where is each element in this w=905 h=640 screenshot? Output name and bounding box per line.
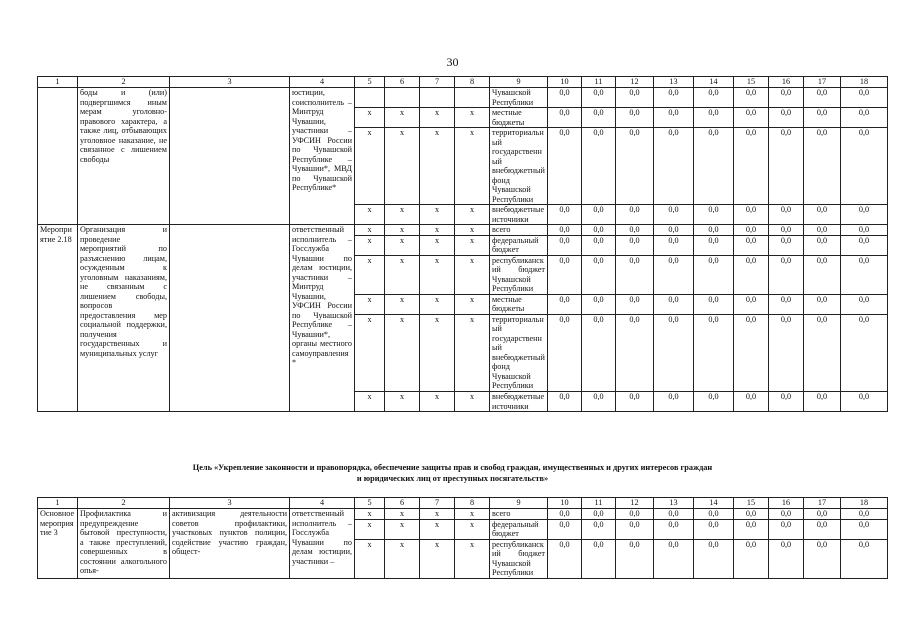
funding-source: внебюджетные источники <box>490 205 548 225</box>
x-mark-cell: x <box>385 539 420 578</box>
x-mark-cell: x <box>455 128 490 205</box>
x-mark-cell: x <box>420 205 455 225</box>
amount-cell: 0,0 <box>616 205 654 225</box>
amount-cell: 0,0 <box>654 205 694 225</box>
amount-cell: 0,0 <box>694 225 734 236</box>
funding-source: всего <box>490 509 548 520</box>
header-cell: 6 <box>385 498 420 509</box>
expected-result <box>170 225 290 412</box>
amount-cell: 0,0 <box>804 391 841 411</box>
amount-cell: 0,0 <box>694 391 734 411</box>
x-mark-cell: x <box>355 519 385 539</box>
amount-cell: 0,0 <box>841 205 888 225</box>
x-mark-cell: x <box>455 391 490 411</box>
x-mark-cell: x <box>420 509 455 520</box>
amount-cell: 0,0 <box>841 509 888 520</box>
goal-line-2: и юридических лиц от преступных посягательств» <box>356 473 549 483</box>
x-mark-cell: x <box>455 255 490 294</box>
amount-cell: 0,0 <box>694 294 734 314</box>
x-mark-cell <box>455 88 490 108</box>
amount-cell: 0,0 <box>694 128 734 205</box>
amount-cell: 0,0 <box>694 235 734 255</box>
amount-cell: 0,0 <box>582 108 616 128</box>
amount-cell: 0,0 <box>734 225 769 236</box>
amount-cell: 0,0 <box>694 519 734 539</box>
goal-line-1: Цель «Укрепление законности и правопорядка, обеспечение защиты прав и свобод граждан, имущественных и других интересов граждан <box>192 463 713 472</box>
header-cell: 9 <box>490 77 548 88</box>
amount-cell: 0,0 <box>804 205 841 225</box>
amount-cell: 0,0 <box>548 235 582 255</box>
amount-cell: 0,0 <box>841 391 888 411</box>
header-cell: 3 <box>170 498 290 509</box>
header-cell: 10 <box>548 498 582 509</box>
funding-source: республиканский бюджет Чувашской Республики <box>490 539 548 578</box>
amount-cell: 0,0 <box>734 391 769 411</box>
header-cell: 4 <box>290 77 355 88</box>
header-cell: 8 <box>455 77 490 88</box>
amount-cell: 0,0 <box>769 314 804 391</box>
amount-cell: 0,0 <box>694 255 734 294</box>
x-mark-cell: x <box>455 314 490 391</box>
header-cell: 18 <box>841 498 888 509</box>
amount-cell: 0,0 <box>582 205 616 225</box>
event-number: Мероприятие 2.18 <box>38 225 78 412</box>
header-cell: 2 <box>78 498 170 509</box>
amount-cell: 0,0 <box>804 128 841 205</box>
event-name: Профилактика и предупреждение бытовой преступности, а также преступлений, совершенных в состоянии алкогольного опья- <box>78 509 170 579</box>
amount-cell: 0,0 <box>804 225 841 236</box>
amount-cell: 0,0 <box>548 314 582 391</box>
amount-cell: 0,0 <box>616 509 654 520</box>
x-mark-cell: x <box>355 108 385 128</box>
amount-cell: 0,0 <box>548 255 582 294</box>
amount-cell: 0,0 <box>654 235 694 255</box>
amount-cell: 0,0 <box>582 539 616 578</box>
amount-cell: 0,0 <box>582 255 616 294</box>
amount-cell: 0,0 <box>616 391 654 411</box>
amount-cell: 0,0 <box>769 205 804 225</box>
expected-result: активизация деятельности советов профилактики, участковых пунктов полиции, содействие участию граждан, общест- <box>170 509 290 579</box>
amount-cell: 0,0 <box>841 294 888 314</box>
amount-cell: 0,0 <box>548 509 582 520</box>
header-row <box>38 498 888 509</box>
amount-cell: 0,0 <box>804 539 841 578</box>
x-mark-cell: x <box>420 225 455 236</box>
header-cell: 17 <box>804 498 841 509</box>
amount-cell: 0,0 <box>804 108 841 128</box>
x-mark-cell: x <box>355 314 385 391</box>
header-cell: 14 <box>694 77 734 88</box>
x-mark-cell: x <box>420 255 455 294</box>
amount-cell: 0,0 <box>841 88 888 108</box>
amount-cell: 0,0 <box>582 225 616 236</box>
executors: ответственный исполнитель – Госслужба Чувашии по делам юстиции, участники – Минтруд Чувашии, УФСИН России по Чувашской Республике – Чувашии*, органы местного самоуправления* <box>290 225 355 412</box>
amount-cell: 0,0 <box>654 519 694 539</box>
x-mark-cell: x <box>420 108 455 128</box>
amount-cell: 0,0 <box>804 88 841 108</box>
amount-cell: 0,0 <box>694 88 734 108</box>
amount-cell: 0,0 <box>694 314 734 391</box>
amount-cell: 0,0 <box>548 128 582 205</box>
header-cell: 1 <box>38 498 78 509</box>
amount-cell: 0,0 <box>769 128 804 205</box>
amount-cell: 0,0 <box>582 509 616 520</box>
expected-result <box>170 88 290 225</box>
x-mark-cell <box>355 88 385 108</box>
amount-cell: 0,0 <box>841 519 888 539</box>
header-cell: 16 <box>769 498 804 509</box>
header-cell: 16 <box>769 77 804 88</box>
header-cell: 11 <box>582 498 616 509</box>
amount-cell: 0,0 <box>694 509 734 520</box>
header-cell: 1 <box>38 77 78 88</box>
x-mark-cell: x <box>355 128 385 205</box>
program-table-part2 <box>37 497 888 579</box>
header-cell: 12 <box>616 77 654 88</box>
x-mark-cell: x <box>355 391 385 411</box>
funding-source: местные бюджеты <box>490 108 548 128</box>
x-mark-cell: x <box>420 235 455 255</box>
x-mark-cell: x <box>355 294 385 314</box>
header-cell: 4 <box>290 498 355 509</box>
amount-cell: 0,0 <box>548 225 582 236</box>
amount-cell: 0,0 <box>734 314 769 391</box>
amount-cell: 0,0 <box>582 519 616 539</box>
amount-cell: 0,0 <box>769 108 804 128</box>
amount-cell: 0,0 <box>548 205 582 225</box>
amount-cell: 0,0 <box>769 539 804 578</box>
amount-cell: 0,0 <box>548 88 582 108</box>
page-number: 30 <box>446 55 459 69</box>
x-mark-cell: x <box>455 294 490 314</box>
amount-cell: 0,0 <box>841 128 888 205</box>
x-mark-cell <box>385 88 420 108</box>
amount-cell: 0,0 <box>769 509 804 520</box>
amount-cell: 0,0 <box>734 108 769 128</box>
amount-cell: 0,0 <box>694 205 734 225</box>
amount-cell: 0,0 <box>804 235 841 255</box>
header-row <box>38 77 888 88</box>
amount-cell: 0,0 <box>616 108 654 128</box>
x-mark-cell: x <box>455 108 490 128</box>
amount-cell: 0,0 <box>804 255 841 294</box>
x-mark-cell: x <box>385 314 420 391</box>
header-cell: 14 <box>694 498 734 509</box>
x-mark-cell: x <box>455 225 490 236</box>
header-cell: 5 <box>355 77 385 88</box>
x-mark-cell: x <box>355 225 385 236</box>
header-cell: 2 <box>78 77 170 88</box>
amount-cell: 0,0 <box>841 314 888 391</box>
x-mark-cell: x <box>385 235 420 255</box>
amount-cell: 0,0 <box>548 391 582 411</box>
amount-cell: 0,0 <box>734 205 769 225</box>
amount-cell: 0,0 <box>616 225 654 236</box>
funding-source: всего <box>490 225 548 236</box>
amount-cell: 0,0 <box>654 128 694 205</box>
header-cell: 15 <box>734 498 769 509</box>
amount-cell: 0,0 <box>769 225 804 236</box>
amount-cell: 0,0 <box>654 509 694 520</box>
amount-cell: 0,0 <box>769 255 804 294</box>
x-mark-cell: x <box>455 539 490 578</box>
x-mark-cell: x <box>420 539 455 578</box>
amount-cell: 0,0 <box>841 108 888 128</box>
amount-cell: 0,0 <box>582 294 616 314</box>
amount-cell: 0,0 <box>804 519 841 539</box>
table-row <box>38 225 888 236</box>
amount-cell: 0,0 <box>548 519 582 539</box>
amount-cell: 0,0 <box>734 519 769 539</box>
funding-source: республиканский бюджет Чувашской Республики <box>490 255 548 294</box>
table-row <box>38 509 888 520</box>
amount-cell: 0,0 <box>769 235 804 255</box>
funding-source: местные бюджеты <box>490 294 548 314</box>
funding-source: территориальный государственный внебюджетный фонд Чувашской Республики <box>490 314 548 391</box>
amount-cell: 0,0 <box>734 539 769 578</box>
x-mark-cell: x <box>455 235 490 255</box>
amount-cell: 0,0 <box>616 235 654 255</box>
header-cell: 15 <box>734 77 769 88</box>
amount-cell: 0,0 <box>734 235 769 255</box>
amount-cell: 0,0 <box>734 128 769 205</box>
x-mark-cell: x <box>385 519 420 539</box>
amount-cell: 0,0 <box>804 509 841 520</box>
amount-cell: 0,0 <box>769 294 804 314</box>
x-mark-cell: x <box>420 391 455 411</box>
amount-cell: 0,0 <box>654 255 694 294</box>
amount-cell: 0,0 <box>841 539 888 578</box>
header-cell: 18 <box>841 77 888 88</box>
amount-cell: 0,0 <box>654 294 694 314</box>
x-mark-cell: x <box>385 225 420 236</box>
header-cell: 8 <box>455 498 490 509</box>
goal-heading <box>100 463 805 485</box>
x-mark-cell: x <box>355 255 385 294</box>
x-mark-cell: x <box>420 294 455 314</box>
amount-cell: 0,0 <box>769 519 804 539</box>
funding-source: федеральный бюджет <box>490 235 548 255</box>
header-cell: 6 <box>385 77 420 88</box>
amount-cell: 0,0 <box>616 255 654 294</box>
amount-cell: 0,0 <box>616 128 654 205</box>
x-mark-cell: x <box>420 128 455 205</box>
amount-cell: 0,0 <box>616 539 654 578</box>
x-mark-cell: x <box>385 509 420 520</box>
amount-cell: 0,0 <box>654 88 694 108</box>
amount-cell: 0,0 <box>582 314 616 391</box>
x-mark-cell: x <box>355 509 385 520</box>
amount-cell: 0,0 <box>694 108 734 128</box>
amount-cell: 0,0 <box>582 88 616 108</box>
header-cell: 13 <box>654 77 694 88</box>
header-cell: 5 <box>355 498 385 509</box>
x-mark-cell: x <box>385 391 420 411</box>
header-cell: 7 <box>420 498 455 509</box>
amount-cell: 0,0 <box>841 235 888 255</box>
x-mark-cell: x <box>455 519 490 539</box>
funding-source: Чувашской Республики <box>490 88 548 108</box>
amount-cell: 0,0 <box>616 88 654 108</box>
amount-cell: 0,0 <box>841 225 888 236</box>
x-mark-cell: x <box>385 255 420 294</box>
amount-cell: 0,0 <box>654 539 694 578</box>
amount-cell: 0,0 <box>654 225 694 236</box>
executors: ответственный исполнитель – Госслужба Чувашии по делам юстиции, участники – <box>290 509 355 579</box>
header-cell: 7 <box>420 77 455 88</box>
amount-cell: 0,0 <box>734 294 769 314</box>
x-mark-cell: x <box>385 205 420 225</box>
funding-source: внебюджетные источники <box>490 391 548 411</box>
amount-cell: 0,0 <box>616 314 654 391</box>
amount-cell: 0,0 <box>734 255 769 294</box>
x-mark-cell: x <box>385 294 420 314</box>
executors: юстиции, соисполнитель – Минтруд Чувашии, участники – УФСИН России по Чувашской Республике – Чувашии*, МВД по Чувашской Республике* <box>290 88 355 225</box>
x-mark-cell: x <box>420 519 455 539</box>
header-cell: 13 <box>654 498 694 509</box>
amount-cell: 0,0 <box>582 235 616 255</box>
funding-source: федеральный бюджет <box>490 519 548 539</box>
x-mark-cell: x <box>385 108 420 128</box>
header-cell: 10 <box>548 77 582 88</box>
x-mark-cell: x <box>355 539 385 578</box>
header-cell: 3 <box>170 77 290 88</box>
amount-cell: 0,0 <box>694 539 734 578</box>
amount-cell: 0,0 <box>804 314 841 391</box>
x-mark-cell: x <box>455 509 490 520</box>
x-mark-cell: x <box>455 205 490 225</box>
x-mark-cell: x <box>420 314 455 391</box>
event-number <box>38 88 78 225</box>
x-mark-cell: x <box>355 235 385 255</box>
event-number: Основное мероприятие 3 <box>38 509 78 579</box>
amount-cell: 0,0 <box>582 128 616 205</box>
x-mark-cell: x <box>385 128 420 205</box>
amount-cell: 0,0 <box>654 108 694 128</box>
header-cell: 12 <box>616 498 654 509</box>
amount-cell: 0,0 <box>548 539 582 578</box>
amount-cell: 0,0 <box>548 294 582 314</box>
amount-cell: 0,0 <box>582 391 616 411</box>
header-cell: 11 <box>582 77 616 88</box>
x-mark-cell <box>420 88 455 108</box>
amount-cell: 0,0 <box>616 519 654 539</box>
program-table-part1 <box>37 76 888 412</box>
amount-cell: 0,0 <box>616 294 654 314</box>
amount-cell: 0,0 <box>654 314 694 391</box>
event-name: Организация и проведение мероприятий по разъяснению лицам, осужденным к уголовным наказаниям, не связанным с лишением свободы, вопросов предоставления мер социальной поддержки, получения государственных и муниципальных услуг <box>78 225 170 412</box>
amount-cell: 0,0 <box>734 88 769 108</box>
header-cell: 9 <box>490 498 548 509</box>
header-cell: 17 <box>804 77 841 88</box>
x-mark-cell: x <box>355 205 385 225</box>
table-row <box>38 88 888 108</box>
funding-source: территориальный государственный внебюджетный фонд Чувашской Республики <box>490 128 548 205</box>
amount-cell: 0,0 <box>548 108 582 128</box>
amount-cell: 0,0 <box>769 391 804 411</box>
amount-cell: 0,0 <box>734 509 769 520</box>
event-name: боды и (или) подвергшимся иным мерам уголовно-правового характера, а также лиц, отбывающих уголовное наказание, не связанное с лишением свободы <box>78 88 170 225</box>
amount-cell: 0,0 <box>841 255 888 294</box>
amount-cell: 0,0 <box>654 391 694 411</box>
amount-cell: 0,0 <box>769 88 804 108</box>
amount-cell: 0,0 <box>804 294 841 314</box>
